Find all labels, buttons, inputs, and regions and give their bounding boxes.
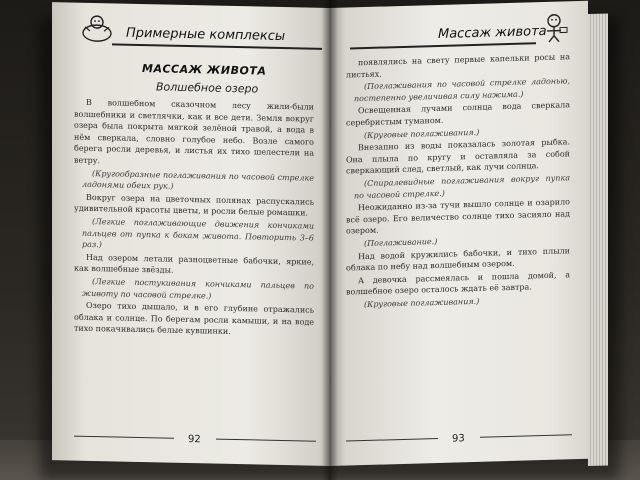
left-page bbox=[52, 2, 330, 466]
right-paragraph: (Спиралевидные поглаживания вокруг пупка по часовой стрелке.) bbox=[354, 173, 570, 200]
page-number-right: 93 bbox=[452, 433, 465, 445]
header-rule-right bbox=[350, 42, 536, 49]
footer-rule-left-b bbox=[216, 438, 316, 442]
left-paragraph: Вокруг озера на цветочных полянах распускались удивительной красоты цветы, и росли белые ромашки. bbox=[74, 192, 314, 218]
left-paragraph: (Легкие постукивания кончиками пальцев по животу по часовой стрелке.) bbox=[82, 276, 314, 301]
section-subtitle: Волшебное озеро bbox=[156, 80, 259, 96]
left-paragraph: (Кругообразные поглаживания по часовой стрелке ладонями обеих рук.) bbox=[82, 168, 314, 191]
footer-rule-right-b bbox=[480, 434, 572, 438]
right-paragraph: (Поглаживания по часовой стрелке ладонью, постепенно увеличивая силу нажима.) bbox=[354, 76, 570, 104]
right-paragraph: А девочка рассмеялась и пошла домой, а волшебное озеро осталось ждать её завтра. bbox=[346, 269, 570, 297]
footer-rule-left-a bbox=[74, 435, 174, 439]
mascot-icon bbox=[538, 11, 572, 44]
right-paragraph: (Круговые поглаживания.) bbox=[364, 127, 480, 140]
right-paragraph: Над водой кружились бабочки, и тихо плыли облака по небу над волшебным озером. bbox=[346, 245, 570, 273]
left-paragraph: В волшебном сказочном лесу жили-были волшебники и светлячки, как и все дети. Земля вокруг озера была покрыта мягкой зелёной травой, а вода в нём сверкала, словно голубое небо. Возле самого берега росли деревья, и листья их тихо шелестели на ветру. bbox=[74, 97, 314, 166]
right-paragraph: (Круговые поглаживания.) bbox=[364, 296, 480, 309]
right-body-text bbox=[346, 51, 570, 417]
running-header-left: Примерные комплексы bbox=[126, 25, 286, 45]
right-paragraph: (Поглаживание.) bbox=[364, 236, 438, 248]
footer-rule-right-a bbox=[346, 437, 438, 441]
right-paragraph: Неожиданно из-за тучи вышло солнце и озарило всё озеро. Его величество солнце тихо засияло над озером. bbox=[346, 197, 570, 236]
mascot-icon bbox=[80, 13, 114, 44]
right-page bbox=[330, 1, 588, 466]
left-paragraph: Озеро тихо дышало, и в его глубине отражались облака и солнце. По берегам росли камыши, и на воде тихо покачивались белые кувшинки. bbox=[74, 300, 314, 337]
right-paragraph: Внезапно из воды показалась золотая рыбка. Она плыла по кругу и оставляла за собой сверкающий след, светлый, как лучи солнца. bbox=[346, 137, 570, 176]
left-body-text bbox=[74, 97, 314, 432]
header-rule-left bbox=[112, 43, 322, 49]
section-title: МАССАЖ ЖИВОТА bbox=[142, 62, 267, 78]
left-paragraph: Над озером летали разноцветные бабочки, яркие, как волшебные звёзды. bbox=[74, 252, 314, 276]
right-paragraph: появлялись на свету первые капельки росы на листьях. bbox=[346, 52, 570, 80]
running-header-right: Массаж живота bbox=[438, 23, 547, 42]
right-paragraph: Освещенная лучами солнца вода сверкала серебристым туманом. bbox=[346, 100, 570, 128]
book-spine-gutter bbox=[322, 0, 338, 480]
page-number-left: 92 bbox=[188, 434, 201, 446]
left-paragraph: (Легкие поглаживающие движения кончиками пальцев от пупка к бокам живота. Повторить 3–6 раз.) bbox=[82, 216, 314, 250]
page-edges bbox=[588, 13, 608, 466]
